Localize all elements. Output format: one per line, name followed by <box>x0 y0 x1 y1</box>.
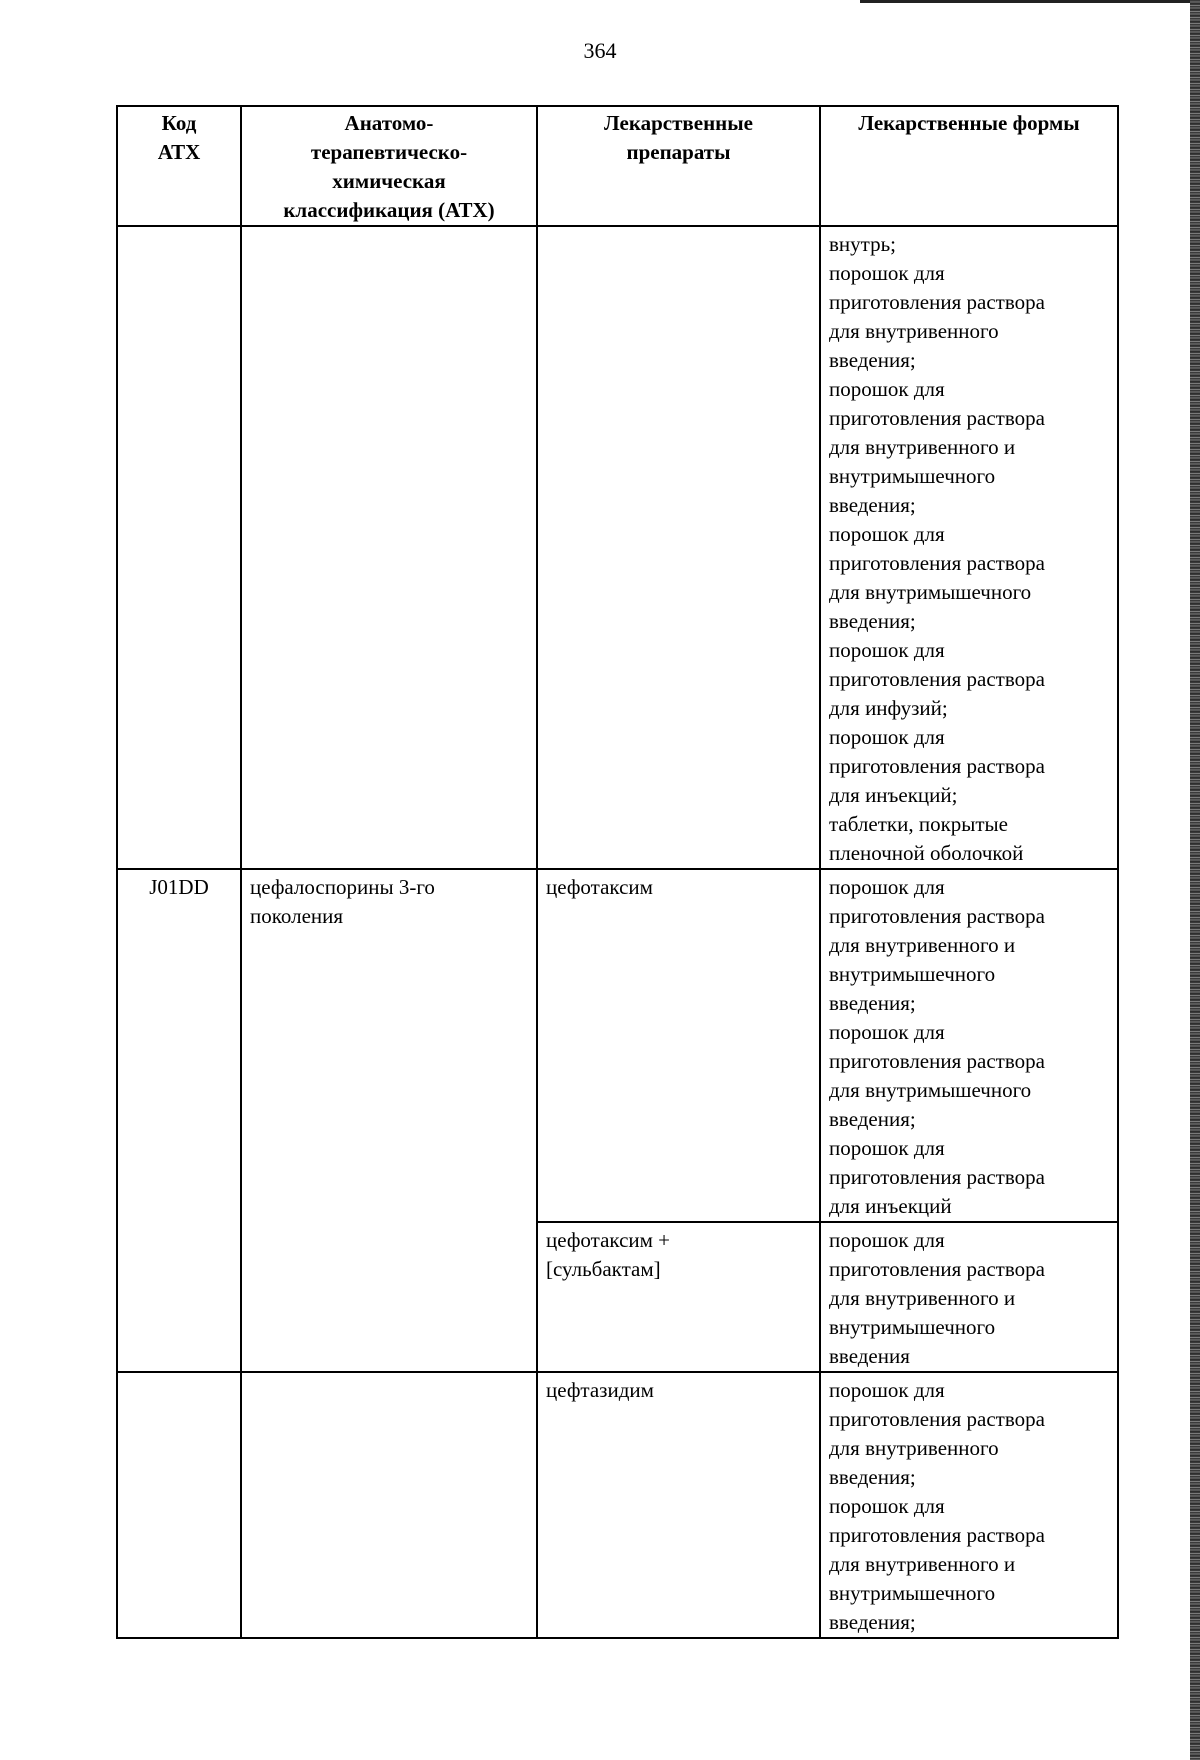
cell-code: J01DD <box>117 869 241 1372</box>
atx-table <box>116 105 1119 1639</box>
table-row <box>117 869 1118 1222</box>
cell-classification <box>241 226 537 869</box>
cell-drug <box>537 226 820 869</box>
cell-classification <box>241 1372 537 1638</box>
table-header-row <box>117 106 1118 226</box>
table-row <box>117 1372 1118 1638</box>
header-drugs: Лекарственные препараты <box>537 106 820 226</box>
cell-forms: порошок для приготовления раствора для внутривенного и внутримышечного введения; порошок для приготовления раствора для внутримышечного введения; порошок для приготовления раствора для инъекций <box>820 869 1118 1222</box>
header-forms: Лекарственные формы <box>820 106 1118 226</box>
scan-border-top <box>860 0 1190 3</box>
cell-drug: цефотаксим <box>537 869 820 1222</box>
cell-code <box>117 226 241 869</box>
cell-forms: внутрь; порошок для приготовления раствора для внутривенного введения; порошок для приготовления раствора для внутривенного и внутримышечного введения; порошок для приготовления раствора для внутримышечного введения; порошок для приготовления раствора для инфузий; порошок для приготовления раствора для инъекций; таблетки, покрытые пленочной оболочкой <box>820 226 1118 869</box>
table-row <box>117 226 1118 869</box>
header-code: Код АТХ <box>117 106 241 226</box>
page-number: 364 <box>583 38 617 63</box>
cell-forms: порошок для приготовления раствора для внутривенного и внутримышечного введения <box>820 1222 1118 1372</box>
scan-border-right <box>1190 0 1200 1760</box>
cell-drug: цефотаксим + [сульбактам] <box>537 1222 820 1372</box>
cell-code <box>117 1372 241 1638</box>
cell-drug: цефтазидим <box>537 1372 820 1638</box>
header-classification: Анатомо- терапевтическо- химическая классификация (АТХ) <box>241 106 537 226</box>
cell-classification: цефалоспорины 3-го поколения <box>241 869 537 1372</box>
cell-forms: порошок для приготовления раствора для внутривенного введения; порошок для приготовления раствора для внутривенного и внутримышечного введения; <box>820 1372 1118 1638</box>
